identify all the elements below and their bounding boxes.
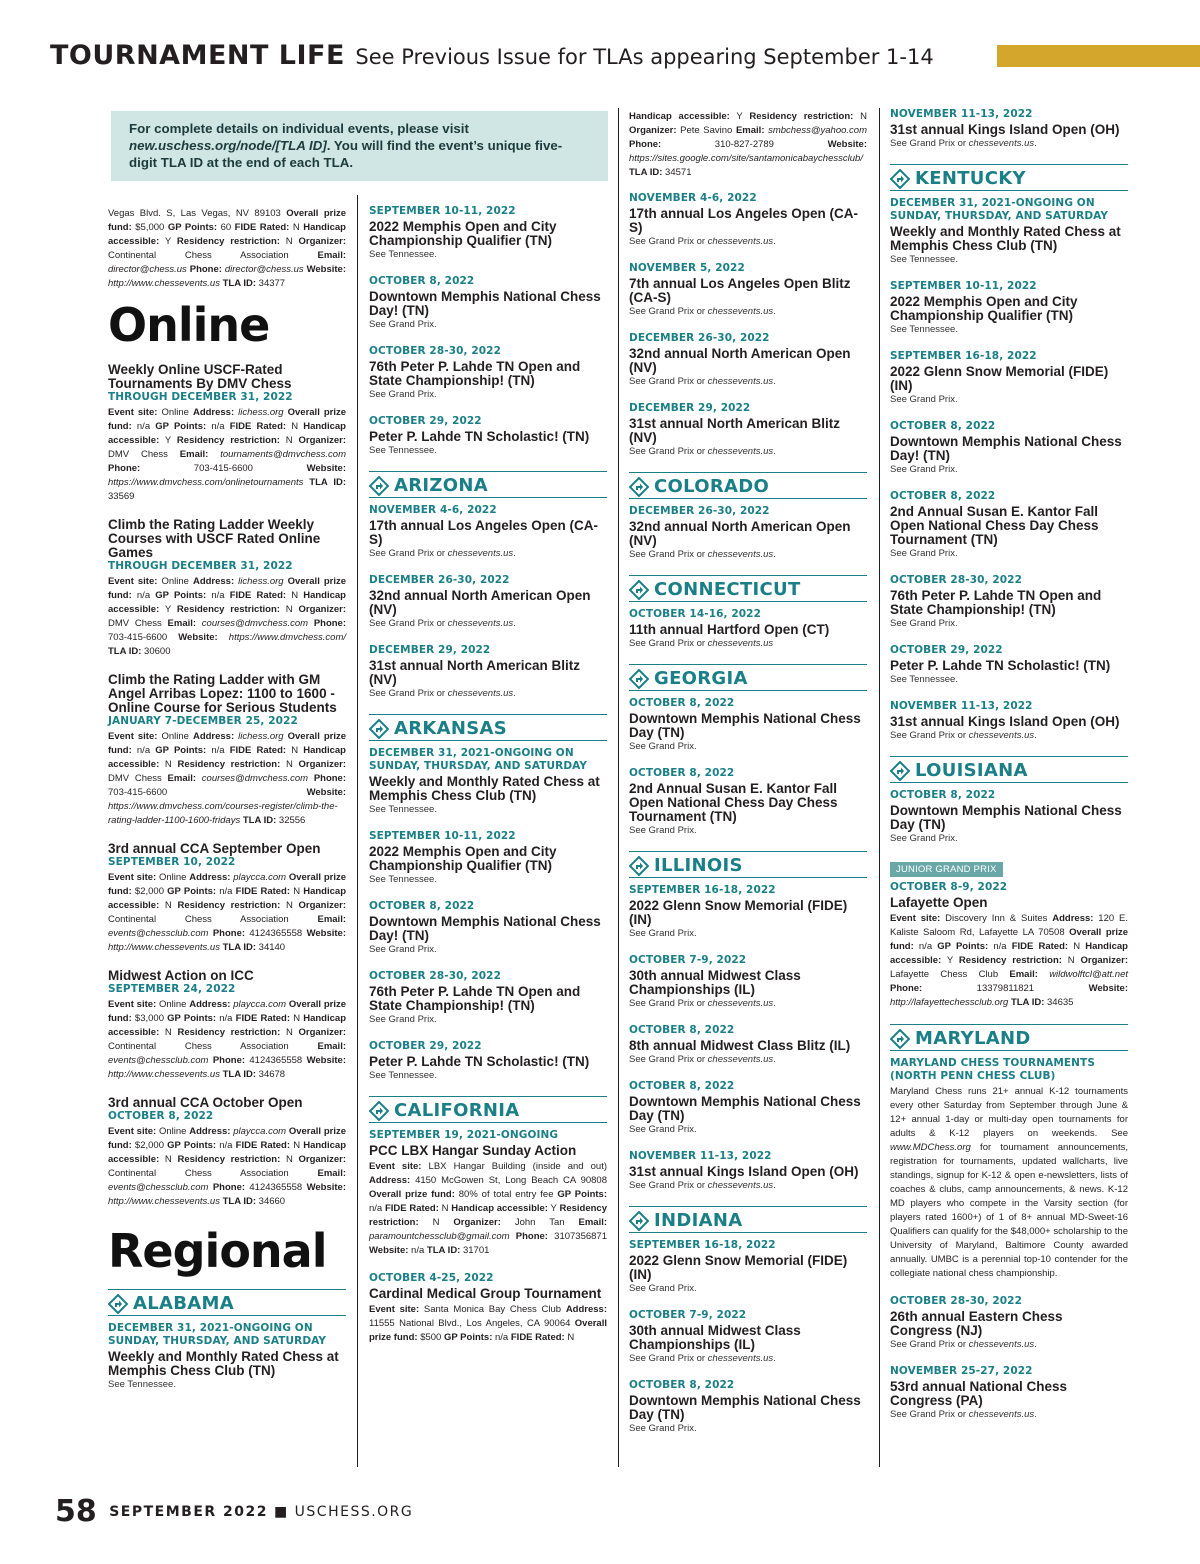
event-title: 32nd annual North American Open (NV) [629, 346, 851, 375]
event-title: 2022 Memphis Open and City Championship Qualifier (TN) [890, 294, 1078, 323]
event-date: DECEMBER 31, 2021-ONGOING ON SUNDAY, THURSDAY, AND SATURDAY [369, 747, 588, 772]
event-item [629, 1080, 867, 1136]
state-marker-icon [629, 669, 649, 689]
event-reference: See Grand Prix or chessevents.us. [369, 618, 516, 629]
event-item [890, 1057, 1128, 1281]
event-title: 31st annual Kings Island Open (OH) [890, 714, 1120, 729]
event-item [629, 1024, 867, 1066]
event-title: 32nd annual North American Open (NV) [369, 588, 591, 617]
event-reference: See Grand Prix or chessevents.us [629, 638, 774, 649]
event-date: JANUARY 7-DECEMBER 25, 2022 [108, 715, 298, 727]
event-date: OCTOBER 8, 2022 [629, 697, 735, 709]
event-item [369, 970, 607, 1026]
event-title: 76th Peter P. Lahde TN Open and State Championship! (TN) [369, 359, 581, 388]
event-reference: See Grand Prix or chessevents.us. [629, 376, 776, 387]
event-reference: See Grand Prix or chessevents.us. [629, 236, 776, 247]
event-reference: See Grand Prix. [369, 389, 437, 400]
event-title: Downtown Memphis National Chess Day (TN) [629, 711, 861, 740]
event-date: OCTOBER 8, 2022 [369, 275, 475, 287]
event-date: OCTOBER 4-25, 2022 [369, 1272, 494, 1284]
event-date: NOVEMBER 11-13, 2022 [629, 1150, 772, 1162]
event-details: Event site: Online Address: playcca.com Overall prize fund: $2,000 GP Points: n/a FIDE Rated: N Handicap accessible: N Residency restriction: N Organizer: Continental Chess Association Email: events@chessclub.com Phone: 4124365558 Website: http://www.chessevents.us TLA ID: 34660 [108, 1126, 347, 1207]
event-title: 7th annual Los Angeles Open Blitz (CA-S) [629, 276, 851, 305]
event-date: OCTOBER 8, 2022 [369, 900, 475, 912]
event-reference: See Grand Prix. [629, 1423, 697, 1434]
event-title: PCC LBX Hangar Sunday Action [369, 1143, 577, 1158]
event-title: 2022 Memphis Open and City Championship Qualifier (TN) [369, 219, 557, 248]
event-item [890, 350, 1128, 406]
event-item [369, 345, 607, 401]
event-item [369, 1040, 607, 1082]
event-reference: See Tennessee. [369, 1070, 437, 1081]
event-date: NOVEMBER 4-6, 2022 [369, 504, 497, 516]
event-item [890, 108, 1128, 150]
event-date: DECEMBER 26-30, 2022 [369, 574, 510, 586]
event-date: NOVEMBER 25-27, 2022 [890, 1365, 1033, 1377]
event-item [369, 415, 607, 457]
event-date: OCTOBER 8, 2022 [890, 420, 996, 432]
event-date: NOVEMBER 4-6, 2022 [629, 192, 757, 204]
event-item [629, 192, 867, 248]
event-item [369, 275, 607, 331]
event-item [369, 1272, 607, 1345]
event-date: OCTOBER 28-30, 2022 [369, 345, 501, 357]
event-details: Event site: Online Address: playcca.com Overall prize fund: $2,000 GP Points: n/a FIDE Rated: N Handicap accessible: N Residency restriction: N Organizer: Continental Chess Association Email: events@chessclub.com Phone: 4124365558 Website: http://www.chessevents.us TLA ID: 34140 [108, 872, 347, 953]
event-title: 2022 Glenn Snow Memorial (FIDE) (IN) [629, 898, 848, 927]
column-4 [890, 108, 1128, 1435]
event-item [629, 402, 867, 458]
event-reference: See Tennessee. [369, 249, 437, 260]
page-number: 58 [55, 1494, 97, 1529]
state-header [629, 1206, 867, 1233]
event-item [629, 332, 867, 388]
event-date: OCTOBER 8, 2022 [108, 1110, 214, 1122]
event-date: OCTOBER 29, 2022 [890, 644, 1003, 656]
event-item [108, 842, 346, 955]
event-title: 32nd annual North American Open (NV) [629, 519, 851, 548]
event-date: OCTOBER 28-30, 2022 [890, 574, 1022, 586]
event-reference: See Grand Prix or chessevents.us. [629, 306, 776, 317]
junior-grand-prix-badge: JUNIOR GRAND PRIX [890, 862, 1003, 877]
state-name: ARIZONA [394, 475, 488, 496]
event-item [108, 673, 346, 828]
state-name: CALIFORNIA [394, 1100, 520, 1121]
event-reference: See Grand Prix or chessevents.us. [890, 1339, 1037, 1350]
footer-issue: SEPTEMBER 2022 [109, 1503, 269, 1520]
event-item [890, 1295, 1128, 1351]
event-date: OCTOBER 7-9, 2022 [629, 954, 747, 966]
event-item [369, 574, 607, 630]
event-title: Downtown Memphis National Chess Day! (TN) [369, 289, 601, 318]
state-marker-icon [890, 761, 910, 781]
event-date: OCTOBER 8, 2022 [890, 789, 996, 801]
event-date: DECEMBER 26-30, 2022 [629, 505, 770, 517]
state-marker-icon [629, 477, 649, 497]
state-marker-icon [629, 856, 649, 876]
event-item [629, 608, 867, 650]
event-reference: See Grand Prix or chessevents.us. [629, 1353, 776, 1364]
state-header [890, 1024, 1128, 1051]
event-reference: See Tennessee. [369, 804, 437, 815]
event-title: 3rd annual CCA September Open [108, 841, 321, 856]
event-reference: See Tennessee. [369, 445, 437, 456]
event-title: Downtown Memphis National Chess Day (TN) [890, 803, 1122, 832]
footer-site[interactable]: USCHESS.ORG [294, 1503, 414, 1520]
event-reference: See Grand Prix. [890, 833, 958, 844]
event-date: THROUGH DECEMBER 31, 2022 [108, 391, 293, 403]
header-accent-bar [997, 45, 1200, 67]
event-item [890, 490, 1128, 560]
event-date: SEPTEMBER 10, 2022 [108, 856, 236, 868]
page-header [50, 40, 934, 80]
event-date: NOVEMBER 11-13, 2022 [890, 700, 1033, 712]
event-item [369, 900, 607, 956]
event-date: SEPTEMBER 16-18, 2022 [629, 1239, 776, 1251]
event-item [629, 1239, 867, 1295]
event-item [890, 881, 1128, 1010]
event-title: 17th annual Los Angeles Open (CA-S) [369, 518, 599, 547]
state-marker-icon [629, 580, 649, 600]
event-date: SEPTEMBER 16-18, 2022 [629, 884, 776, 896]
event-title: 76th Peter P. Lahde TN Open and State Championship! (TN) [369, 984, 581, 1013]
event-title: 17th annual Los Angeles Open (CA-S) [629, 206, 859, 235]
event-reference: See Grand Prix or chessevents.us. [629, 1054, 776, 1065]
event-item [629, 1379, 867, 1435]
event-date: OCTOBER 8, 2022 [890, 490, 996, 502]
state-marker-icon [890, 1029, 910, 1049]
event-reference: See Grand Prix. [890, 394, 958, 405]
event-date: DECEMBER 31, 2021-ONGOING ON SUNDAY, THURSDAY, AND SATURDAY [890, 197, 1109, 222]
event-details: Event site: Online Address: playcca.com Overall prize fund: $3,000 GP Points: n/a FIDE Rated: N Handicap accessible: N Residency restriction: N Organizer: Continental Chess Association Email: events@chessclub.com Phone: 4124365558 Website: http://www.chessevents.us TLA ID: 34678 [108, 999, 347, 1080]
event-details: Event site: Online Address: lichess.org Overall prize fund: n/a GP Points: n/a FIDE Rated: N Handicap accessible: Y Residency restriction: N Organizer: DMV Chess Email: tournaments@dmvchess.com Phone: 703-415-6600 Website: https://www.dmvchess.com/onlinetournaments TLA ID: 33569 [108, 407, 347, 502]
event-item [629, 954, 867, 1010]
event-reference: See Tennessee. [890, 324, 958, 335]
event-title: 30th annual Midwest Class Championships (IL) [629, 968, 801, 997]
event-details: Event site: Online Address: lichess.org Overall prize fund: n/a GP Points: n/a FIDE Rated: N Handicap accessible: Y Residency restriction: N Organizer: DMV Chess Email: courses@dmvchess.com Phone: 703-415-6600 Website: https://www.dmvchess.com/ TLA ID: 30600 [108, 576, 347, 657]
event-title: 2022 Memphis Open and City Championship Qualifier (TN) [369, 844, 557, 873]
event-item [369, 830, 607, 886]
column-1 [108, 205, 346, 1405]
event-reference: See Grand Prix or chessevents.us. [629, 446, 776, 457]
event-title: Downtown Memphis National Chess Day (TN) [629, 1094, 861, 1123]
info-suffix: . You will find the event’s unique five-digit TLA ID at the end of each TLA. [129, 138, 563, 170]
event-date: OCTOBER 7-9, 2022 [629, 1309, 747, 1321]
event-date: SEPTEMBER 10-11, 2022 [369, 830, 516, 842]
state-header [629, 575, 867, 602]
event-title: 31st annual North American Blitz (NV) [369, 658, 581, 687]
regional-heading: Regional [108, 1224, 327, 1278]
event-date: SEPTEMBER 19, 2021-ONGOING [369, 1129, 559, 1141]
event-item [629, 262, 867, 318]
state-name: CONNECTICUT [654, 579, 801, 600]
event-item [108, 363, 346, 504]
event-reference: See Grand Prix. [629, 825, 697, 836]
event-title: 26th annual Eastern Chess Congress (NJ) [890, 1309, 1063, 1338]
info-box [111, 111, 608, 181]
event-title: 2nd Annual Susan E. Kantor Fall Open National Chess Day Chess Tournament (TN) [890, 504, 1099, 547]
event-reference: See Tennessee. [890, 254, 958, 265]
event-details: Event site: LBX Hangar Building (inside and out) Address: 4150 McGowen St, Long Beach CA 90808 Overall prize fund: 80% of total entry fee GP Points: n/a FIDE Rated: N Handicap accessible: Y Residency restriction: N Organizer: John Tan Email: paramountchessclub@gmail.com Phone: 3107356871 Website: n/a TLA ID: 31701 [369, 1161, 608, 1256]
event-title: 3rd annual CCA October Open [108, 1095, 303, 1110]
section-title: TOURNAMENT LIFE [50, 40, 345, 71]
event-title: 8th annual Midwest Class Blitz (IL) [629, 1038, 851, 1053]
event-item [890, 700, 1128, 742]
column-divider [357, 195, 358, 1467]
event-date: DECEMBER 29, 2022 [629, 402, 751, 414]
event-date: SEPTEMBER 16-18, 2022 [890, 350, 1037, 362]
event-title: 2022 Glenn Snow Memorial (FIDE) (IN) [629, 1253, 848, 1282]
state-header [890, 756, 1128, 783]
event-item [369, 205, 607, 261]
state-name: ARKANSAS [394, 718, 507, 739]
event-date: OCTOBER 8, 2022 [629, 1379, 735, 1391]
state-name: ALABAMA [133, 1293, 234, 1314]
event-item [108, 969, 346, 1082]
event-reference: See Grand Prix. [369, 1014, 437, 1025]
event-item [108, 518, 346, 659]
event-title: Climb the Rating Ladder Weekly Courses with USCF Rated Online Games [108, 517, 321, 560]
event-item [369, 644, 607, 700]
event-reference: See Grand Prix or chessevents.us. [890, 730, 1037, 741]
event-item [890, 789, 1128, 845]
column-3 [629, 108, 867, 1449]
event-date: SEPTEMBER 10-11, 2022 [369, 205, 516, 217]
footer-meta [109, 1504, 413, 1520]
event-details: Event site: Santa Monica Bay Chess Club Address: 11555 National Blvd., Los Angeles, CA 90064 Overall prize fund: $500 GP Points: n/a FIDE Rated: N [369, 1304, 607, 1343]
state-header [629, 472, 867, 499]
event-date: OCTOBER 8, 2022 [629, 1080, 735, 1092]
event-title: 2nd Annual Susan E. Kantor Fall Open National Chess Day Chess Tournament (TN) [629, 781, 838, 824]
event-reference: See Grand Prix or chessevents.us. [369, 548, 516, 559]
event-item [629, 697, 867, 753]
state-name: COLORADO [654, 476, 770, 497]
event-item [890, 280, 1128, 336]
event-title: 31st annual Kings Island Open (OH) [890, 122, 1120, 137]
column-divider [879, 108, 880, 1467]
event-date: DECEMBER 29, 2022 [369, 644, 491, 656]
event-date: THROUGH DECEMBER 31, 2022 [108, 560, 293, 572]
event-title: 31st annual Kings Island Open (OH) [629, 1164, 859, 1179]
event-title: 76th Peter P. Lahde TN Open and State Championship! (TN) [890, 588, 1102, 617]
continued-details: Handicap accessible: Y Residency restriction: N Organizer: Pete Savino Email: smbchess@yahoo.com Phone: 310-827-2789 Website: https://sites.google.com/site/santamonicabaychessclub/ TLA ID: 34571 [629, 111, 867, 178]
event-item [890, 574, 1128, 630]
event-date: MARYLAND CHESS TOURNAMENTS (NORTH PENN CHESS CLUB) [890, 1057, 1095, 1082]
event-date: OCTOBER 8-9, 2022 [890, 881, 1008, 893]
event-title: 2022 Glenn Snow Memorial (FIDE) (IN) [890, 364, 1109, 393]
event-reference: See Grand Prix. [369, 319, 437, 330]
event-reference: See Grand Prix. [369, 944, 437, 955]
event-reference: See Tennessee. [890, 674, 958, 685]
event-item [629, 884, 867, 940]
event-reference: See Grand Prix. [629, 1124, 697, 1135]
event-details: Maryland Chess runs 21+ annual K-12 tournaments every other Saturday from September through June & 12+ annual 1-day or multi-day open tournaments for adults & K-12 players on weekends. See www.MDChess.org for tournament announcements, registration for tournaments, updated wallcharts, live standings, signup for K-12 & open e-newsletters, lists of coaches & clubs, camp announcements, & news. K-12 MD players who compete in the Varsity section (for players rated 1600+) of 1 of 8+ annual MD-Sweet-16 Qualifiers can qualify for the $48,000+ scholarship to the University of Maryland, Baltimore County awarded annually. UMBC is a perennial top-10 contender for the collegiate national chess championship. [890, 1086, 1128, 1279]
event-date: OCTOBER 14-16, 2022 [629, 608, 761, 620]
state-header [629, 851, 867, 878]
event-title: 31st annual North American Blitz (NV) [629, 416, 841, 445]
event-date: NOVEMBER 5, 2022 [629, 262, 745, 274]
event-title: Downtown Memphis National Chess Day (TN) [629, 1393, 861, 1422]
event-title: Midwest Action on ICC [108, 968, 254, 983]
section-subtitle: See Previous Issue for TLAs appearing September 1-14 [355, 45, 934, 69]
state-name: LOUISIANA [915, 760, 1028, 781]
state-marker-icon [629, 1211, 649, 1231]
event-date: DECEMBER 31, 2021-ONGOING ON SUNDAY, THURSDAY, AND SATURDAY [108, 1322, 327, 1347]
event-reference: See Grand Prix or chessevents.us. [629, 549, 776, 560]
continued-details: Vegas Blvd. S, Las Vegas, NV 89103 Overall prize fund: $5,000 GP Points: 60 FIDE Rated: N Handicap accessible: Y Residency restriction: N Organizer: Continental Chess Association Email: director@chess.us Phone: director@chess.us Website: http://www.chessevents.us TLA ID: 34377 [108, 208, 347, 289]
event-date: OCTOBER 8, 2022 [629, 1024, 735, 1036]
event-item [369, 747, 607, 816]
state-name: GEORGIA [654, 668, 748, 689]
event-title: Peter P. Lahde TN Scholastic! (TN) [890, 658, 1111, 673]
event-date: OCTOBER 28-30, 2022 [890, 1295, 1022, 1307]
event-reference: See Grand Prix. [629, 1283, 697, 1294]
event-item [629, 505, 867, 561]
state-marker-icon [369, 1101, 389, 1121]
event-item [369, 504, 607, 560]
event-item [890, 197, 1128, 266]
info-url[interactable]: new.uschess.org/node/[TLA ID] [129, 138, 327, 153]
state-name: ILLINOIS [654, 855, 743, 876]
state-name: INDIANA [654, 1210, 743, 1231]
event-reference: See Tennessee. [369, 874, 437, 885]
event-title: 30th annual Midwest Class Championships (IL) [629, 1323, 801, 1352]
state-name: MARYLAND [915, 1028, 1031, 1049]
event-title: Lafayette Open [890, 895, 988, 910]
state-header [369, 714, 607, 741]
event-reference: See Grand Prix or chessevents.us. [890, 138, 1037, 149]
event-details: Event site: Online Address: lichess.org Overall prize fund: n/a GP Points: n/a FIDE Rated: N Handicap accessible: N Residency restriction: N Organizer: DMV Chess Email: courses@dmvchess.com Phone: 703-415-6600 Website: https://www.dmvchess.com/courses-register/climb-the-rating-ladder-1100-1600-fridays TLA ID: 32556 [108, 731, 347, 826]
state-header [890, 164, 1128, 191]
event-date: SEPTEMBER 10-11, 2022 [890, 280, 1037, 292]
event-title: Weekly and Monthly Rated Chess at Memphis Chess Club (TN) [108, 1349, 339, 1378]
event-title: Peter P. Lahde TN Scholastic! (TN) [369, 1054, 590, 1069]
footer-separator: ■ [273, 1503, 289, 1520]
event-item [890, 1365, 1128, 1421]
event-title: Downtown Memphis National Chess Day! (TN) [369, 914, 601, 943]
event-title: Peter P. Lahde TN Scholastic! (TN) [369, 429, 590, 444]
event-reference: See Grand Prix. [629, 928, 697, 939]
state-marker-icon [890, 169, 910, 189]
event-reference: See Grand Prix or chessevents.us. [629, 998, 776, 1009]
event-reference: See Grand Prix. [890, 618, 958, 629]
state-header [369, 471, 607, 498]
event-title: Weekly and Monthly Rated Chess at Memphis Chess Club (TN) [890, 224, 1121, 253]
event-title: Climb the Rating Ladder with GM Angel Arribas Lopez: 1100 to 1600 - Online Course for Serious Students [108, 672, 337, 715]
info-prefix: For complete details on individual events, please visit [129, 121, 469, 136]
online-heading: Online [108, 298, 270, 352]
event-title: Cardinal Medical Group Tournament [369, 1286, 602, 1301]
event-item [629, 1309, 867, 1365]
state-marker-icon [108, 1294, 128, 1314]
column-2 [369, 205, 607, 1359]
event-date: DECEMBER 26-30, 2022 [629, 332, 770, 344]
state-name: KENTUCKY [915, 168, 1026, 189]
event-reference: See Grand Prix. [890, 464, 958, 475]
state-marker-icon [369, 719, 389, 739]
event-reference: See Grand Prix. [629, 741, 697, 752]
event-item [890, 420, 1128, 476]
event-reference: See Grand Prix or chessevents.us. [369, 688, 516, 699]
event-date: SEPTEMBER 24, 2022 [108, 983, 236, 995]
state-header [108, 1289, 346, 1316]
event-date: OCTOBER 29, 2022 [369, 415, 482, 427]
event-reference: See Tennessee. [108, 1379, 176, 1390]
event-item [629, 767, 867, 837]
event-date: OCTOBER 8, 2022 [629, 767, 735, 779]
event-date: OCTOBER 29, 2022 [369, 1040, 482, 1052]
event-title: 53rd annual National Chess Congress (PA) [890, 1379, 1068, 1408]
page-footer [55, 1494, 413, 1529]
event-item [108, 1096, 346, 1209]
state-header [369, 1096, 607, 1123]
event-item [629, 1150, 867, 1192]
event-title: Weekly and Monthly Rated Chess at Memphis Chess Club (TN) [369, 774, 600, 803]
event-date: OCTOBER 28-30, 2022 [369, 970, 501, 982]
event-item [108, 1322, 346, 1391]
event-title: Downtown Memphis National Chess Day! (TN) [890, 434, 1122, 463]
state-header [629, 664, 867, 691]
event-date: NOVEMBER 11-13, 2022 [890, 108, 1033, 120]
column-divider [618, 108, 619, 1467]
event-item [369, 1129, 607, 1258]
event-reference: See Grand Prix. [890, 548, 958, 559]
event-details: Event site: Discovery Inn & Suites Address: 120 E. Kaliste Saloom Rd, Lafayette LA 70508 Overall prize fund: n/a GP Points: n/a FIDE Rated: N Handicap accessible: Y Residency restriction: N Organizer: Lafayette Chess Club Email: wildwolftcl@att.net Phone: 13379811821 Website: http://lafayettechessclub.org TLA ID: 34635 [890, 913, 1128, 1008]
event-reference: See Grand Prix or chessevents.us. [629, 1180, 776, 1191]
event-reference: See Grand Prix or chessevents.us. [890, 1409, 1037, 1420]
event-item [890, 644, 1128, 686]
state-marker-icon [369, 476, 389, 496]
event-title: Weekly Online USCF-Rated Tournaments By DMV Chess [108, 362, 292, 391]
event-title: 11th annual Hartford Open (CT) [629, 622, 830, 637]
